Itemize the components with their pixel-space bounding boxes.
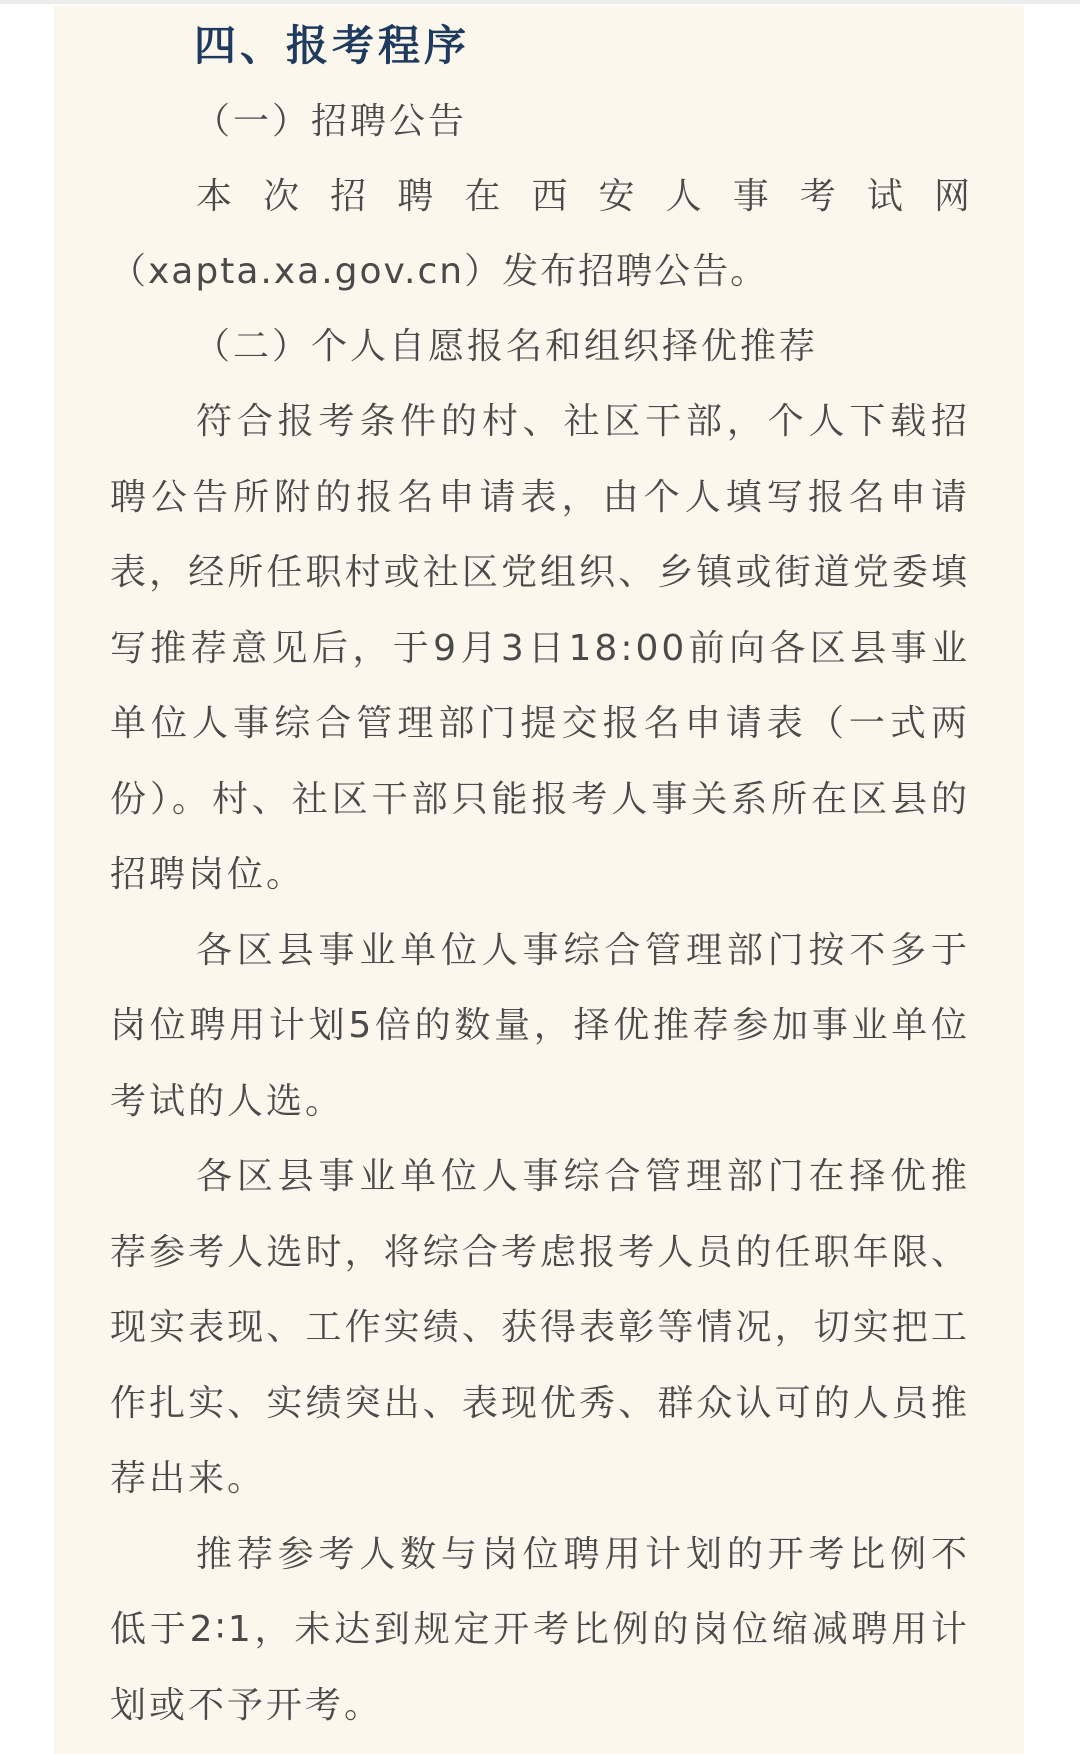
subsection-1-text bbox=[110, 159, 970, 309]
paragraph-4: 推荐参考人数与岗位聘用计划的开考比例不低于2∶1，未达到规定开考比例的岗位缩减聘用计划或不予开考。 bbox=[110, 1533, 970, 1726]
subsection-1-text-line1: 本 次 招 聘 在 西 安 人 事 考 试 网 bbox=[196, 176, 970, 217]
paragraph-1: 符合报考条件的村、社区干部，个人下载招聘公告所附的报名申请表，由个人填写报名申请表，经所任职村或社区党组织、乡镇或街道党委填写推荐意见后，于9月3日18:00前向各区县事业单位人事综合管理部门提交报名申请表（一式两份）。村、社区干部只能报考人事关系所在区县的招聘岗位。 bbox=[110, 401, 970, 895]
subsection-1-text-line2: （xapta.xa.gov.cn）发布招聘公告。 bbox=[110, 251, 769, 292]
paragraph-3: 各区县事业单位人事综合管理部门在择优推荐参考人选时，将综合考虑报考人员的任职年限、现实表现、工作实绩、获得表彰等情况，切实把工作扎实、实绩突出、表现优秀、群众认可的人员推荐出来。 bbox=[110, 1156, 970, 1499]
paragraph-2: 各区县事业单位人事综合管理部门按不多于岗位聘用计划5倍的数量，择优推荐参加事业单位考试的人选。 bbox=[110, 929, 970, 1122]
document-content bbox=[110, 8, 970, 1743]
top-divider bbox=[0, 0, 1080, 4]
section-title: 四、报考程序 bbox=[194, 21, 471, 70]
subsection-2-heading: （二）个人自愿报名和组织择优推荐 bbox=[194, 326, 819, 367]
subsection-1-heading: （一）招聘公告 bbox=[194, 101, 468, 142]
